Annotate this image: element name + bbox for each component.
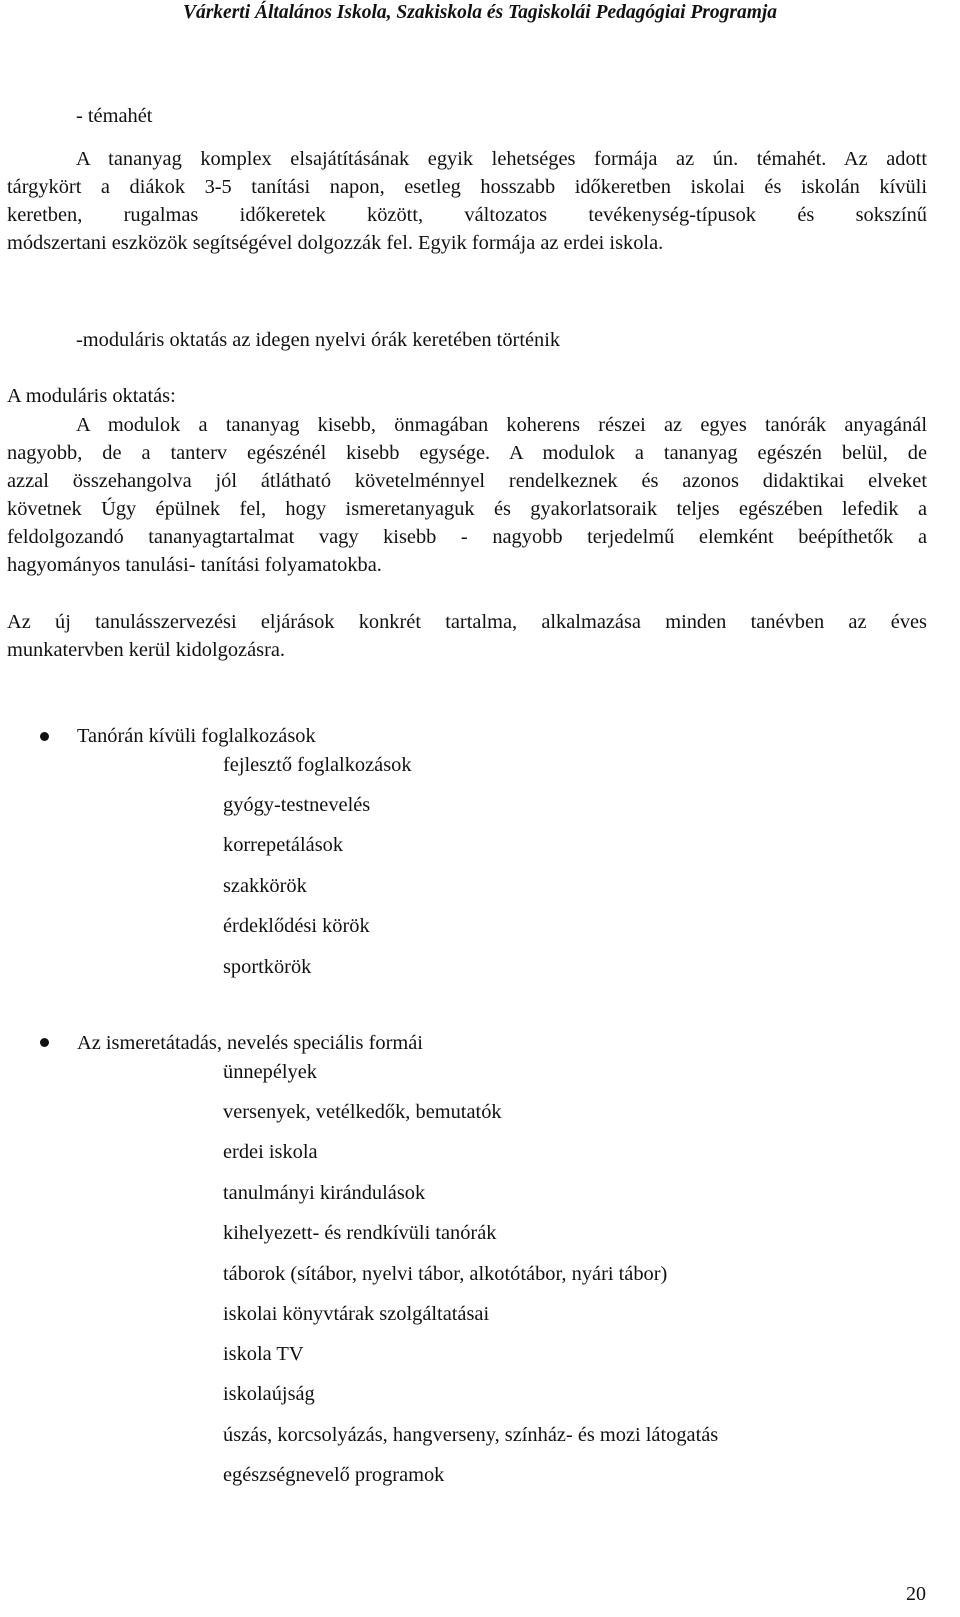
list-item: sportkörök	[223, 956, 312, 978]
uj-paragraph	[7, 608, 927, 664]
list-item: kihelyezett- és rendkívüli tanórák	[223, 1222, 497, 1244]
modularis-label: A moduláris oktatás:	[7, 385, 176, 407]
paragraph-line: tárgykört a diákok 3-5 tanítási napon, esetleg hosszabb időkeretben iskolai és iskolán kívüli	[7, 176, 927, 198]
paragraph-line: hagyományos tanulási- tanítási folyamatokba.	[7, 554, 382, 576]
list-item: tanulmányi kirándulások	[223, 1182, 426, 1204]
list-item: korrepetálások	[223, 834, 344, 856]
list-item: fejlesztő foglalkozások	[223, 754, 412, 776]
list-item: szakkörök	[223, 875, 307, 897]
list-item: táborok (sítábor, nyelvi tábor, alkotótábor, nyári tábor)	[223, 1263, 668, 1285]
paragraph-line: A tananyag komplex elsajátításának egyik lehetséges formája az ún. témahét. Az adott	[76, 148, 927, 170]
paragraph-line: követnek Úgy épülnek fel, hogy ismeretanyaguk és gyakorlatsoraik teljes egészében lefedik a	[7, 498, 927, 520]
paragraph-line: A modulok a tananyag kisebb, önmagában koherens részei az egyes tanórák anyagánál	[76, 414, 927, 436]
list-item: egészségnevelő programok	[223, 1464, 445, 1486]
paragraph-line: munkatervben kerül kidolgozásra.	[7, 639, 286, 661]
page-number: 20	[906, 1583, 926, 1605]
list-item: erdei iskola	[223, 1141, 318, 1163]
list-heading-specialis-formai: Az ismeretátadás, nevelés speciális formái	[77, 1032, 423, 1054]
paragraph-line: módszertani eszközök segítségével dolgozzák fel. Egyik formája az erdei iskola.	[7, 232, 664, 254]
bullet-icon	[40, 1038, 49, 1047]
modularis-paragraph	[7, 411, 927, 579]
list-item: iskola TV	[223, 1343, 304, 1365]
list-heading-tanoran-kivuli: Tanórán kívüli foglalkozások	[77, 725, 316, 747]
page-header-title: Várkerti Általános Iskola, Szakiskola és Tagiskolái Pedagógiai Programja	[182, 2, 778, 23]
paragraph-line: azzal összehangolva jól átlátható követelménnyel rendelkeznek és azonos didaktikai elveket	[7, 470, 927, 492]
list-item: ünnepélyek	[223, 1061, 317, 1083]
paragraph-line: Az új tanulásszervezési eljárások konkrét tartalma, alkalmazása minden tanévben az éves	[7, 611, 927, 633]
list-item-modularis: -moduláris oktatás az idegen nyelvi órák keretében történik	[76, 329, 561, 351]
paragraph-line: feldolgozandó tananyagtartalmat vagy kisebb - nagyobb terjedelmű elemként beépíthetők a	[7, 526, 927, 548]
paragraph-line: nagyobb, de a tanterv egészénél kisebb egysége. A modulok a tananyag egészén belül, de	[7, 442, 927, 464]
list-item-temahet: - témahét	[76, 105, 153, 127]
paragraph-line: keretben, rugalmas időkeretek között, változatos tevékenység-típusok és sokszínű	[7, 204, 927, 226]
temahet-paragraph	[7, 145, 927, 257]
list-item: iskolai könyvtárak szolgáltatásai	[223, 1303, 490, 1325]
list-item: gyógy-testnevelés	[223, 794, 371, 816]
list-item: versenyek, vetélkedők, bemutatók	[223, 1101, 502, 1123]
list-item: úszás, korcsolyázás, hangverseny, színház- és mozi látogatás	[223, 1424, 719, 1446]
bullet-icon	[40, 732, 49, 741]
list-item: érdeklődési körök	[223, 915, 370, 937]
list-item: iskolaújság	[223, 1383, 315, 1405]
